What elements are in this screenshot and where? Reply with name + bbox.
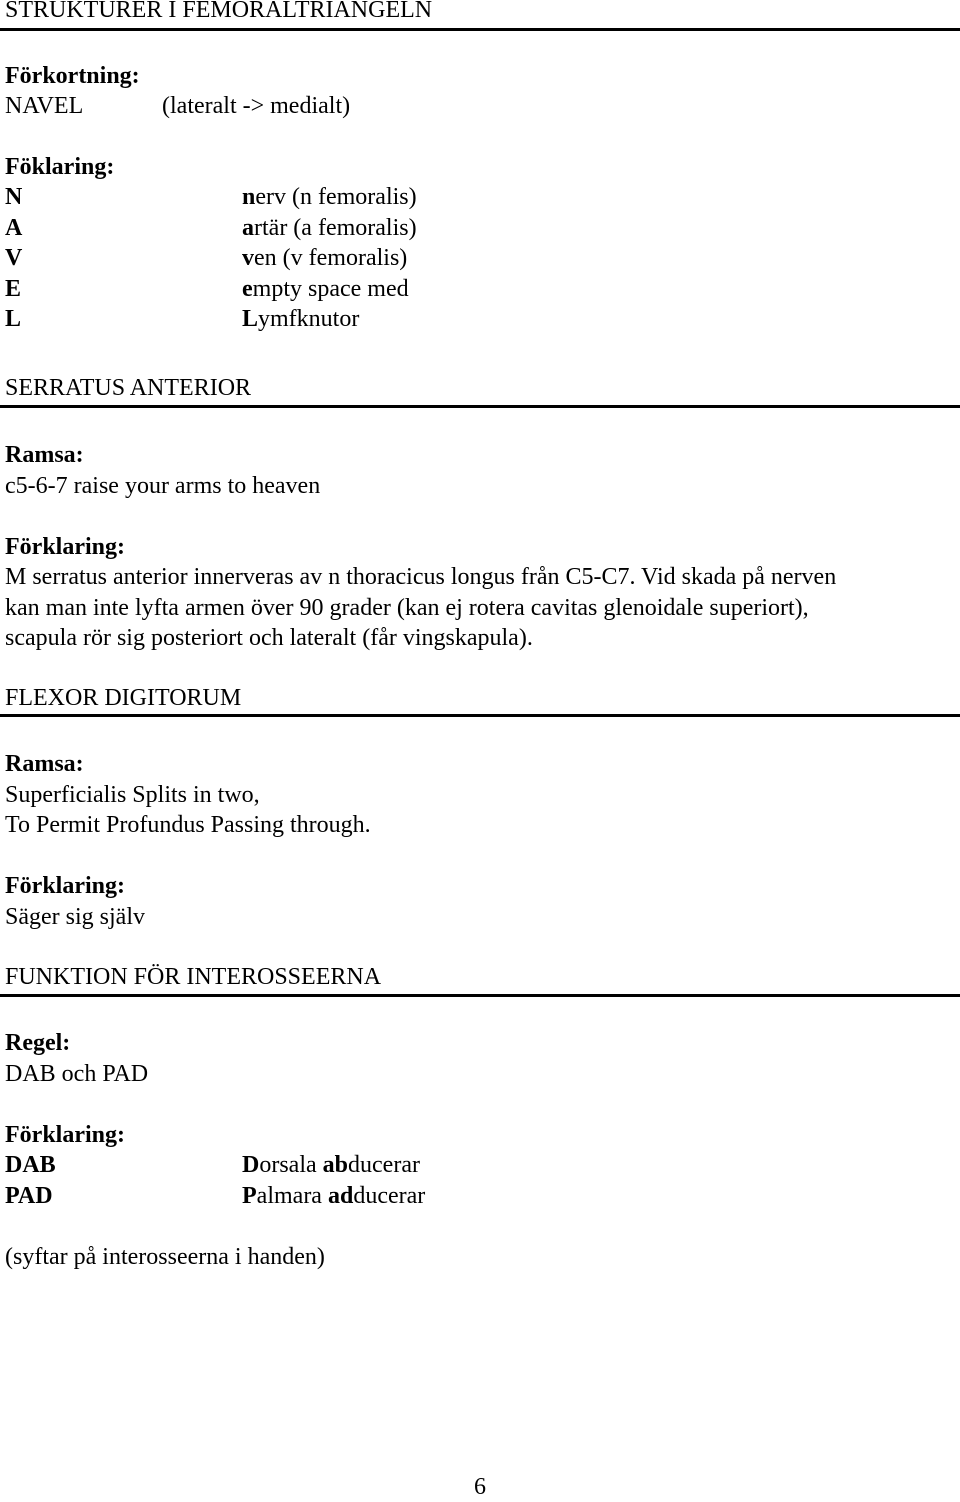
abbreviation-note: (lateralt -> medialt) — [162, 93, 351, 119]
navel-meaning-v: ven (v femoralis) — [242, 245, 408, 271]
navel-meaning-n: nerv (n femoralis) — [242, 184, 417, 210]
label-ramsa: Ramsa: — [5, 751, 84, 777]
label-regel: Regel: — [5, 1030, 71, 1056]
section-heading-serratus-anterior: SERRATUS ANTERIOR — [5, 375, 252, 401]
navel-letter-v: V — [5, 245, 23, 271]
label-ramsa: Ramsa: — [5, 442, 84, 468]
label-forklaring: Förklaring: — [5, 1122, 125, 1148]
navel-meaning-a: artär (a femoralis) — [242, 215, 417, 241]
rule-meaning-dab: Dorsala abducerar — [242, 1152, 420, 1178]
section-heading-interosseerna: FUNKTION FÖR INTEROSSEERNA — [5, 964, 382, 990]
rule-meaning-pad: Palmara adducerar — [242, 1183, 426, 1209]
navel-letter-l: L — [5, 306, 22, 332]
explanation-line-3: scapula rör sig posteriort och lateralt (får vingskapula). — [5, 625, 533, 651]
page-number: 6 — [474, 1474, 486, 1500]
navel-meaning-l: Lymfknutor — [242, 306, 360, 332]
explanation-line-2: kan man inte lyfta armen över 90 grader (kan ej rotera cavitas glenoidale superiort), — [5, 595, 809, 621]
abbreviation-navel: NAVEL — [5, 93, 84, 119]
label-forklaring: Förklaring: — [5, 534, 125, 560]
heading-rule — [0, 994, 960, 997]
label-foklaring: Föklaring: — [5, 154, 115, 180]
navel-letter-e: E — [5, 276, 22, 302]
explanation-text: Säger sig själv — [5, 904, 145, 930]
navel-meaning-e: empty space med — [242, 276, 409, 302]
navel-letter-n: N — [5, 184, 23, 210]
explanation-line-1: M serratus anterior innerveras av n thoracicus longus från C5-C7. Vid skada på nerven — [5, 564, 837, 590]
label-forkortning: Förkortning: — [5, 63, 140, 89]
heading-rule — [0, 28, 960, 31]
note-text: (syftar på interosseerna i handen) — [5, 1244, 325, 1270]
heading-rule — [0, 405, 960, 408]
ramsa-line-1: Superficialis Splits in two, — [5, 782, 260, 808]
rule-abbr-dab: DAB — [5, 1152, 56, 1178]
ramsa-line-2: To Permit Profundus Passing through. — [5, 812, 371, 838]
heading-rule — [0, 714, 960, 717]
label-forklaring: Förklaring: — [5, 873, 125, 899]
rule-abbr-pad: PAD — [5, 1183, 53, 1209]
section-heading-flexor-digitorum: FLEXOR DIGITORUM — [5, 685, 242, 711]
ramsa-text: c5-6-7 raise your arms to heaven — [5, 473, 321, 499]
navel-letter-a: A — [5, 215, 23, 241]
section-heading-femoraltriangeln: STRUKTURER I FEMORALTRIANGELN — [5, 0, 433, 23]
regel-text: DAB och PAD — [5, 1061, 149, 1087]
